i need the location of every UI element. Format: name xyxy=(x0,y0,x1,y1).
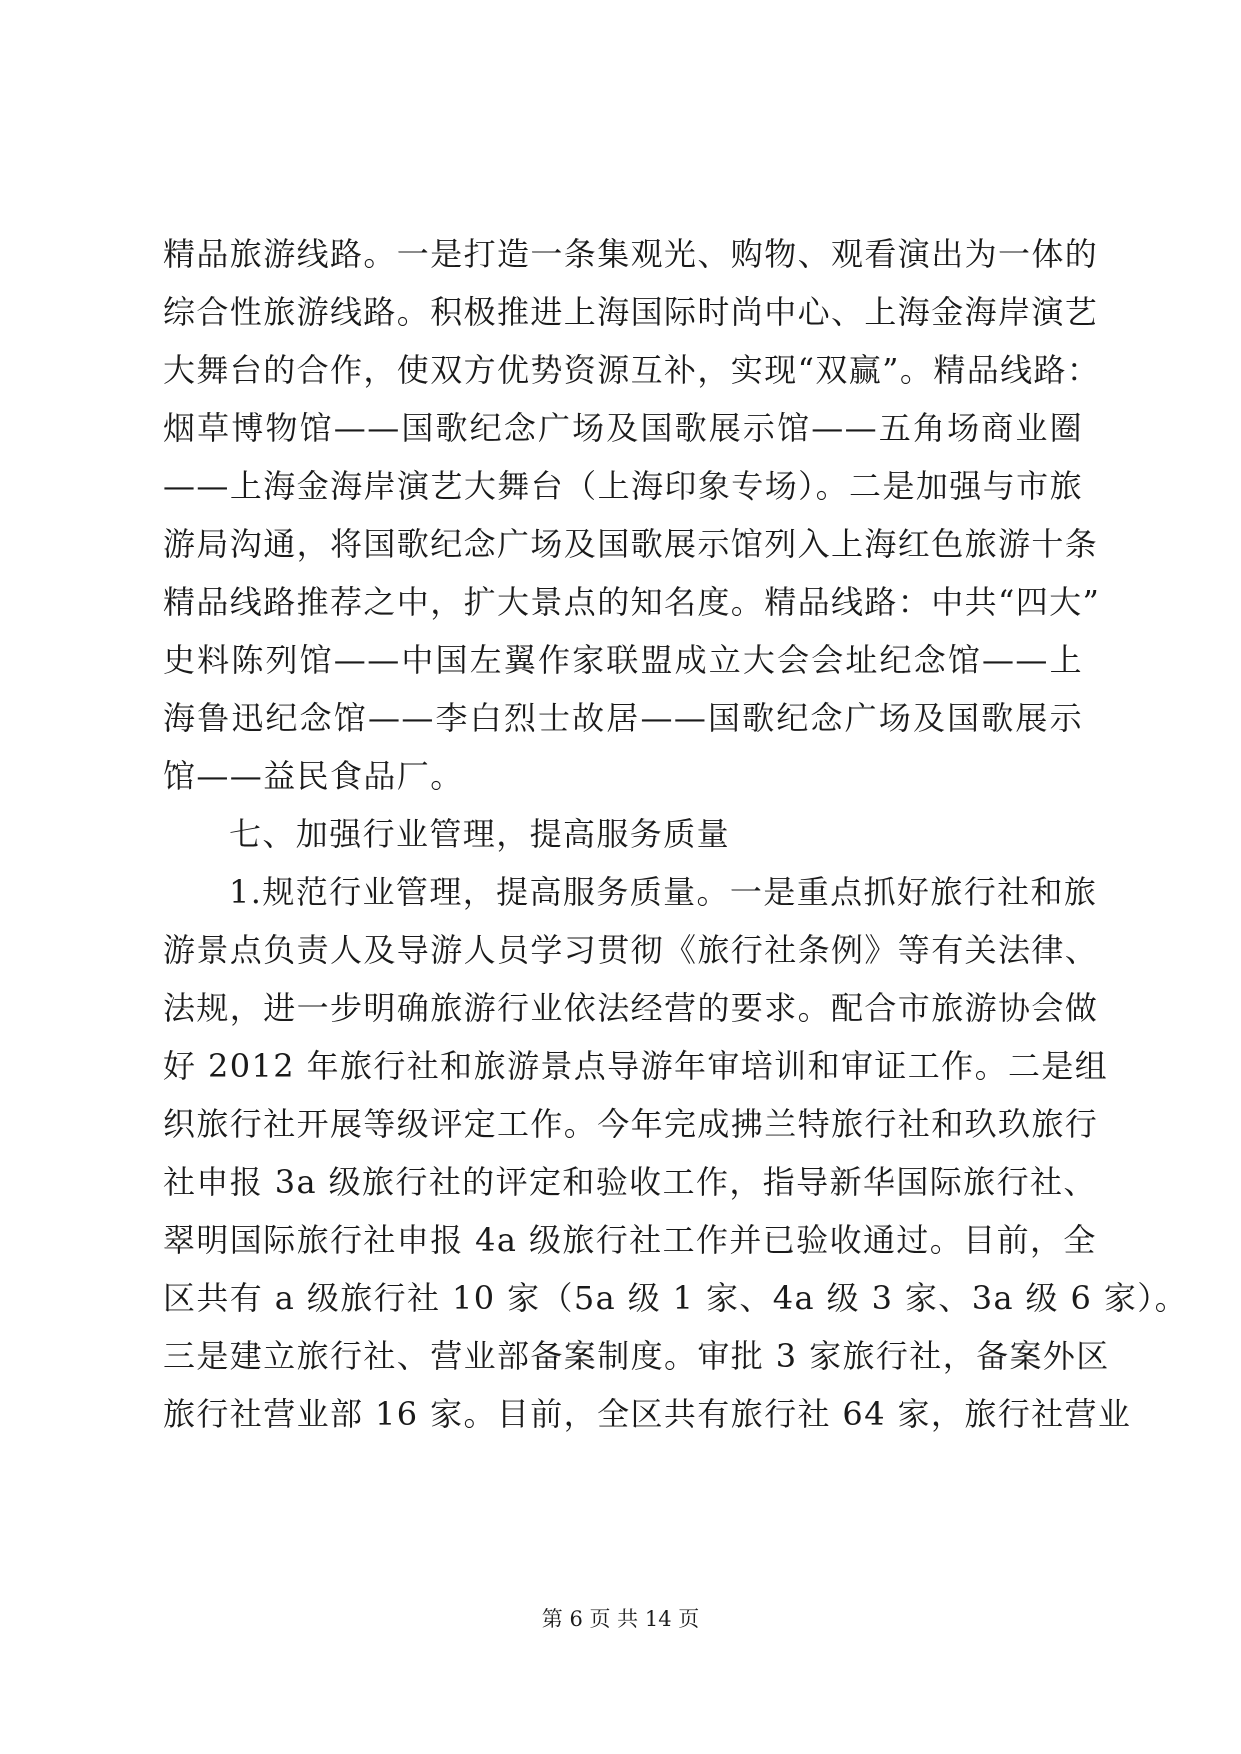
text-line: 社申报 3a 级旅行社的评定和验收工作，指导新华国际旅行社、 xyxy=(163,1163,1097,1201)
text-line: 旅行社营业部 16 家。目前，全区共有旅行社 64 家，旅行社营业 xyxy=(163,1395,1132,1433)
text-line: 法规，进一步明确旅游行业依法经营的要求。配合市旅游协会做 xyxy=(163,989,1099,1027)
text-line: 海鲁迅纪念馆——李白烈士故居——国歌纪念广场及国歌展示 xyxy=(163,699,1083,737)
text-line: ——上海金海岸演艺大舞台（上海印象专场）。二是加强与市旅 xyxy=(163,467,1083,505)
text-line: 翠明国际旅行社申报 4a 级旅行社工作并已验收通过。目前，全 xyxy=(163,1221,1097,1259)
text-line: 织旅行社开展等级评定工作。今年完成拂兰特旅行社和玖玖旅行 xyxy=(163,1105,1099,1143)
text-line: 大舞台的合作，使双方优势资源互补，实现“双赢”。精品线路： xyxy=(163,351,1101,389)
text-line: 三是建立旅行社、营业部备案制度。审批 3 家旅行社，备案外区 xyxy=(163,1337,1110,1375)
text-line: 好 2012 年旅行社和旅游景点导游年审培训和审证工作。二是组 xyxy=(163,1047,1109,1085)
text-line: 游局沟通，将国歌纪念广场及国歌展示馆列入上海红色旅游十条 xyxy=(163,525,1099,563)
text-line: 馆——益民食品厂。 xyxy=(163,757,464,795)
text-line: 区共有 a 级旅行社 10 家（5a 级 1 家、4a 级 3 家、3a 级 6 家）。 xyxy=(163,1279,1189,1317)
text-line: 精品线路推荐之中，扩大景点的知名度。精品线路：中共“四大” xyxy=(163,583,1101,621)
section-heading: 七、加强行业管理，提高服务质量 xyxy=(229,815,731,853)
text-line: 游景点负责人及导游人员学习贯彻《旅行社条例》等有关法律、 xyxy=(163,931,1099,969)
text-line: 烟草博物馆——国歌纪念广场及国歌展示馆——五角场商业圈 xyxy=(163,409,1083,447)
paragraph-first-line: 1.规范行业管理，提高服务质量。一是重点抓好旅行社和旅 xyxy=(229,873,1098,911)
text-line: 史料陈列馆——中国左翼作家联盟成立大会会址纪念馆——上 xyxy=(163,641,1083,679)
text-line: 综合性旅游线路。积极推进上海国际时尚中心、上海金海岸演艺 xyxy=(163,293,1099,331)
text-line: 精品旅游线路。一是打造一条集观光、购物、观看演出为一体的 xyxy=(163,235,1099,273)
page-number-footer: 第 6 页 共 14 页 xyxy=(541,1607,700,1631)
